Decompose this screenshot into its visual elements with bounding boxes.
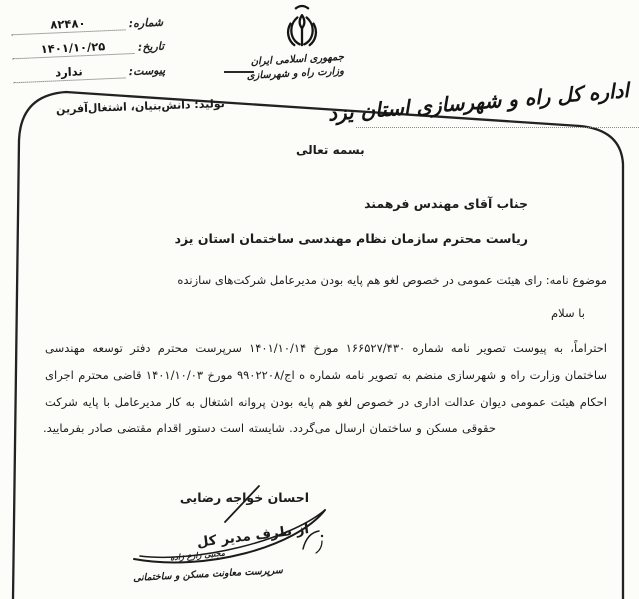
recipient-name: جناب آقای مهندس فرهمند — [364, 196, 528, 211]
department-title: اداره کل راه و شهرسازی استان یزد — [327, 78, 630, 126]
besmele: بسمه تعالی — [296, 143, 365, 157]
subject-line: موضوع نامه: رای هیئت عمومی در خصوص لغو هم پایه بودن مدیرعامل شرکت‌های سازنده — [177, 273, 607, 287]
ministry-name: وزارت راه و شهرسازی — [246, 65, 345, 82]
year-slogan: تولید؛ دانش‌بنیان، اشتغال‌آفرین — [55, 97, 225, 116]
body-line-3: احکام هیئت عمومی دیوان عدالت اداری در خصوص لغو هم پایه بودن پروانه اشتغال به کار مدیرعامل با پایه شرکت — [45, 395, 607, 409]
header-divider-dash — [224, 71, 254, 73]
deputy-handwritten-title: سرپرست معاونت مسکن و ساختمانی — [132, 565, 284, 584]
signer-name: احسان خواجه رضایی — [179, 490, 309, 505]
letterhead-center — [246, 4, 345, 82]
recipient-title: ریاست محترم سازمان نظام مهندسی ساختمان استان یزد — [174, 231, 528, 246]
date-label: تاریخ: — [137, 39, 165, 54]
deputy-handwritten-name: مجتبی زارع زاده — [169, 548, 226, 563]
date-value: ۱۴۰۱/۱۰/۲۵ — [12, 38, 134, 59]
attachment-label: پیوست: — [128, 63, 166, 79]
body-line-2: ساختمان وزارت راه و شهرسازی منضم به تصویر نامه شماره ه اج/۹۹۰۲۲۰۸ مورخ ۱۴۰۱/۱۰/۰۳ قاضی محترم اجرای — [45, 368, 608, 382]
title-underline — [356, 127, 639, 128]
salutation: با سلام — [551, 306, 585, 320]
attachment-value: ندارد — [13, 62, 125, 83]
number-label: شماره: — [128, 15, 164, 31]
body-line-4: حقوقی مسکن و ساختمان ارسال می‌گردد. شایسته است دستور اقدام مقتضی صادر بفرمایید. — [43, 421, 496, 435]
body-line-1: احتراماً، به پیوست تصویر نامه شماره ۱۶۶۵۲۷/۴۳۰ مورخ ۱۴۰۱/۱۰/۱۴ سرپرست محترم دفتر توسعه مهندسی — [45, 341, 607, 355]
on-behalf-of-director-general: از طرف مدیر کل — [196, 521, 310, 551]
number-value: ۸۲۴۸۰ — [11, 14, 125, 35]
iran-emblem-icon — [279, 4, 325, 54]
country-name: جمهوری اسلامی ایران — [250, 51, 345, 68]
reference-stamp-block — [11, 5, 166, 84]
